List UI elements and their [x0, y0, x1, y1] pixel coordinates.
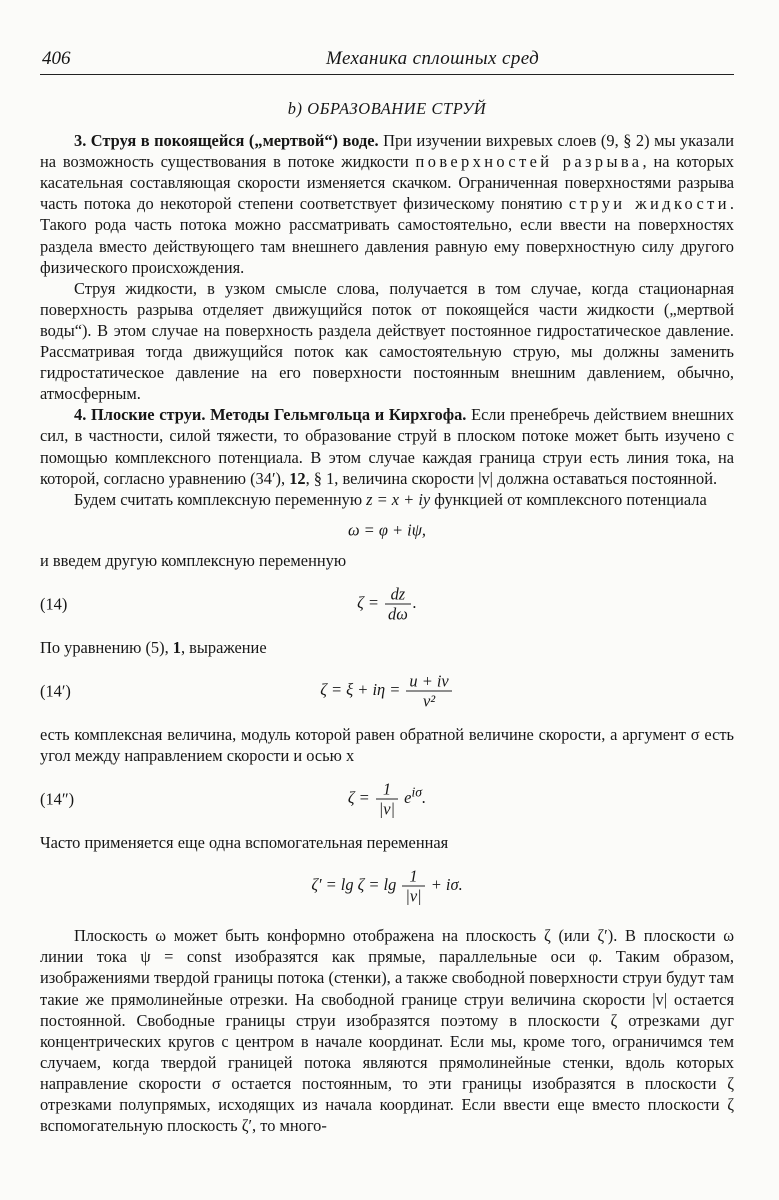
- paragraph-complex-variable: Будем считать комплексную переменную z = x + iy функцией от комплексного потенциала: [74, 489, 707, 509]
- fraction: $\frac{1}{|v|}$: [402, 867, 424, 906]
- paragraph-heading: 4. Плоские струи. Методы Гельмгольца и Кирхгофа.: [74, 405, 467, 425]
- paragraph-new-variable: и введем другую комплексную переменную: [40, 550, 347, 570]
- fraction: $\frac{dz}{d\omega}$: [385, 584, 411, 623]
- equation-potential: ω = φ + iψ,: [348, 520, 426, 540]
- inline-formula: z = x + iy: [366, 489, 431, 509]
- running-header: [40, 44, 734, 75]
- spaced-term: струи жидкости: [568, 194, 730, 214]
- page-number: 406: [42, 48, 71, 69]
- section-title: b) ОБРАЗОВАНИЕ СТРУЙ: [287, 99, 487, 118]
- paragraph-modulus: есть комплексная величина, модуль которой равен обратной величине скорости, а аргумент σ есть угол между направлением скорости и осью x: [40, 724, 734, 766]
- paragraph-expression: По уравнению (5), 1, выражение: [40, 637, 267, 657]
- equation-14-prime: (14′) ζ = ξ + iη = $\frac{u + iv}{\text{v²}}$: [40, 666, 734, 716]
- equation-14-double-prime: (14″) ζ = $\frac{1}{|v|}$ $e^{i\sigma}$.: [40, 779, 427, 819]
- equation-14: (14) ζ = $\frac{dz}{d\omega}$ .: [40, 584, 417, 624]
- equation-label: (14′): [40, 681, 71, 701]
- fraction: $\frac{u + iv}{\text{v²}}$: [406, 671, 451, 710]
- paragraph-heading: 3. Струя в покоящейся („мертвой“) воде.: [74, 131, 379, 151]
- spaced-term: поверхностей разрыва: [415, 152, 643, 172]
- equation-label: (14″): [40, 789, 75, 809]
- equation-label: (14): [40, 594, 68, 614]
- equation-zeta-prime: ζ′ = lg ζ = lg $\frac{1}{|v|}$ + iσ.: [311, 866, 463, 906]
- paragraph-conformal-map: Плоскость ω может быть конформно отображена на плоскость ζ (или ζ′). В плоскости ω линии тока ψ = const изобразятся как прямые, параллельные оси φ. Таким образом, изображениями твердой границы потока (стенки), а также свободной поверхности струи будут там такие же прямолинейные отрезки. На свободной границе струи величина скорости |v| остается постоянной. Свободные границы струи изобразятся поэтому в плоскости ζ отрезками дуг концентрических кругов с центром в начале координат. Если мы, кроме того, ограничимся тем случаем, когда твердой границей потока являются прямолинейные стенки, вдоль которых направление скорости σ остается постоянным, то эти границы изобразятся в плоскости ζ отрезками полупрямых, исходящих из начала координат. Если ввести еще вместо плоскости ζ вспомогательную плоскость ζ′, то много-: [40, 926, 734, 1136]
- paragraph-3-dead-water-jet: 3. Струя в покоящейся („мертвой“) воде. При изучении вихревых слоев (9, § 2) мы указали на возможность существования в потоке жидкости поверхностей разрыва, на которых касательная составляющая скорости изменяется скачком. Ограниченная поверхностями разрыва часть потока до некоторой степени соответствует физическому понятию струи жидкости. Такого рода часть потока можно рассматривать самостоятельно, если ввести на поверхностях раздела вместо действующего там внешнего давления равную ему поверхностную силу другого физического происхождения.: [40, 131, 735, 277]
- paragraph-auxiliary: Часто применяется еще одна вспомогательная переменная: [40, 833, 449, 853]
- running-title: Механика сплошных сред: [326, 48, 540, 69]
- fraction: $\frac{1}{|v|}$: [376, 780, 398, 819]
- paragraph-jet-definition: Струя жидкости, в узком смысле слова, получается в том случае, когда стационарная поверхность разрыва отделяет движущийся поток от покоящейся части жидкости („мертвой воды“). В этом случае на поверхность раздела действует постоянное гидростатическое давление. Рассматривая тогда движущийся поток как самостоятельную струю, мы должны заменить гидростатическое давление на его поверхности постоянным внешним давлением, обычно, атмосферным.: [40, 278, 734, 404]
- page-body: [40, 98, 734, 1136]
- paragraph-4-plane-jets: 4. Плоские струи. Методы Гельмгольца и Кирхгофа. Если пренебречь действием внешних сил, в частности, силой тяжести, то образование струй в плоском потоке может быть изучено с помощью комплексного потенциала. В этом случае каждая граница струи есть линия тока, на которой, согласно уравнению (34′), 12, § 1, величина скорости |v| должна оставаться постоянной.: [40, 405, 734, 488]
